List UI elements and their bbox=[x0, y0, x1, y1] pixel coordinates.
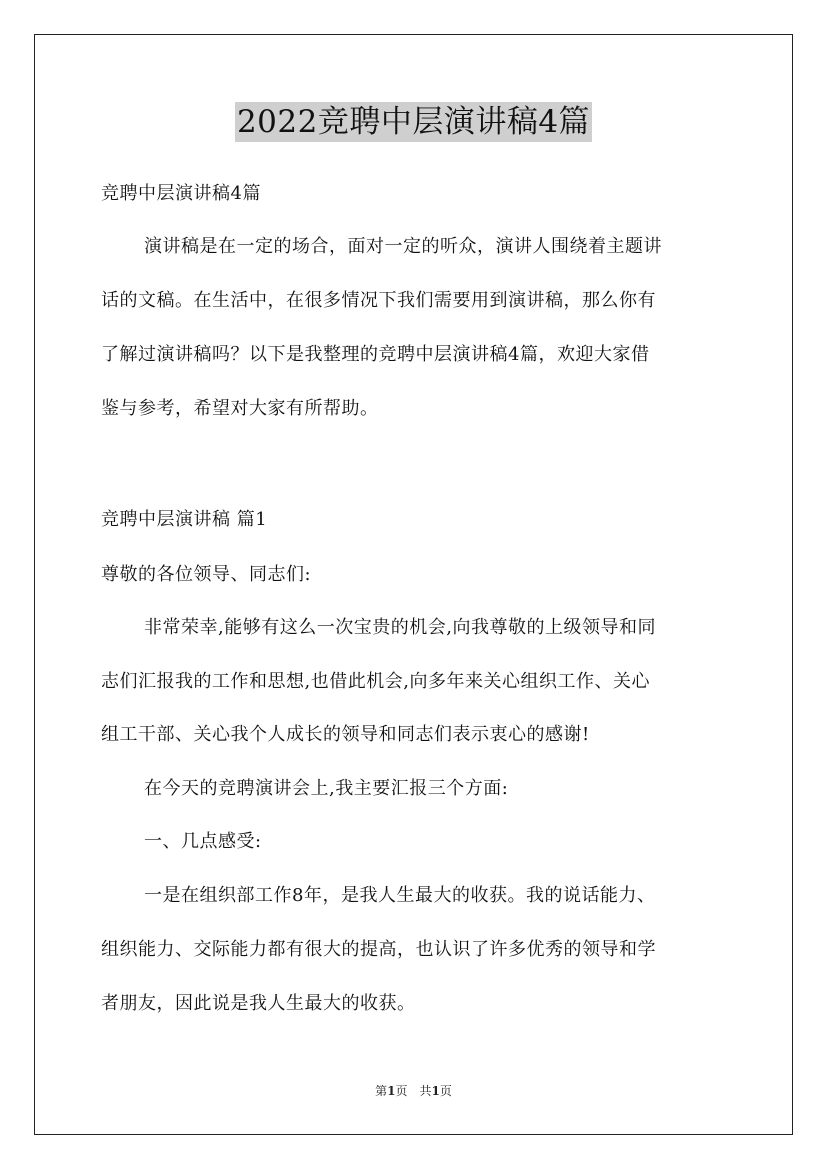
page-footer bbox=[0, 1083, 827, 1099]
intro-line: 话的文稿。在生活中，在很多情况下我们需要用到演讲稿，那么你有 bbox=[101, 290, 656, 311]
intro-line: 了解过演讲稿吗？以下是我整理的竞聘中层演讲稿4篇，欢迎大家借 bbox=[101, 344, 650, 365]
paragraph-line: 非常荣幸,能够有这么一次宝贵的机会,向我尊敬的上级领导和同 bbox=[144, 617, 656, 638]
footer-page-number: 1 bbox=[387, 1084, 396, 1098]
footer-total-prefix: 共 bbox=[419, 1084, 432, 1098]
intro-line: 演讲稿是在一定的场合，面对一定的听众，演讲人围绕着主题讲 bbox=[144, 236, 662, 257]
footer-total-number: 1 bbox=[431, 1084, 440, 1098]
paragraph-line: 志们汇报我的工作和思想,也借此机会,向多年来关心组织工作、关心 bbox=[101, 671, 650, 692]
section-heading: 竞聘中层演讲稿 篇1 bbox=[101, 509, 268, 530]
paragraph-line: 组工干部、关心我个人成长的领导和同志们表示衷心的感谢! bbox=[101, 724, 590, 745]
paragraph-line: 一、几点感受: bbox=[144, 831, 262, 852]
footer-page-prefix: 第 bbox=[375, 1084, 388, 1098]
footer-total-suffix: 页 bbox=[439, 1084, 452, 1098]
footer-page-suffix: 页 bbox=[395, 1084, 408, 1098]
title-block bbox=[0, 102, 827, 142]
paragraph-line: 在今天的竞聘演讲会上,我主要汇报三个方面: bbox=[144, 778, 509, 799]
document-title: 2022竞聘中层演讲稿4篇 bbox=[236, 104, 591, 140]
paragraph-line: 一是在组织部工作8年，是我人生最大的收获。我的说话能力、 bbox=[144, 885, 656, 906]
subtitle: 竞聘中层演讲稿4篇 bbox=[101, 183, 261, 204]
paragraph-line: 者朋友，因此说是我人生最大的收获。 bbox=[101, 993, 416, 1014]
intro-line: 鉴与参考，希望对大家有所帮助。 bbox=[101, 398, 379, 419]
paragraph-line: 组织能力、交际能力都有很大的提高，也认识了许多优秀的领导和学 bbox=[101, 939, 656, 960]
salutation: 尊敬的各位领导、同志们: bbox=[101, 564, 312, 585]
